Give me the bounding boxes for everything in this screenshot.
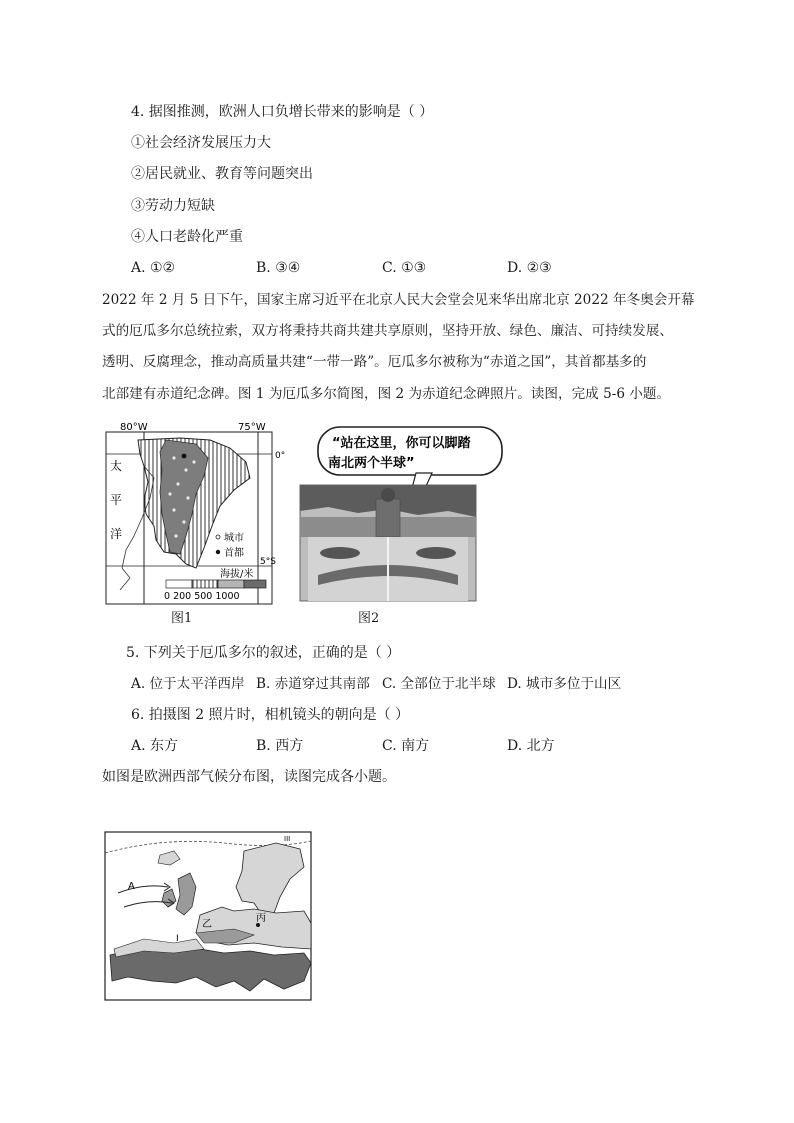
q5-option-c: C. 全部位于北半球	[382, 676, 496, 692]
monument-tower	[376, 499, 400, 537]
legend-band-200	[192, 580, 218, 588]
ocean-char-2: 平	[110, 493, 123, 507]
q5-stem: 5. 下列关于厄瓜多尔的叙述，正确的是（ ）	[126, 645, 401, 661]
legend-title: 海拔/米	[220, 569, 254, 580]
legend-capital-icon	[216, 550, 220, 554]
q6-option-d: D. 北方	[507, 738, 555, 754]
photo-flowerbed-left	[320, 547, 360, 559]
q6-option-b: B. 西方	[256, 738, 304, 754]
legend-band-500	[218, 580, 244, 588]
q5-option-a: A. 位于太平洋西岸	[131, 676, 245, 692]
q4-stem: 4. 据图推测，欧洲人口负增长带来的影响是（ ）	[131, 104, 434, 120]
passage-line-3: 透明、反腐理念，推动高质量共建“一带一路”。厄瓜多尔被称为“赤道之国”，其首都基多的	[102, 354, 647, 370]
q5-option-b: B. 赤道穿过其南部	[256, 676, 370, 692]
capital-dot	[182, 454, 187, 459]
q4-option-b: B. ③④	[256, 260, 301, 276]
passage-line-1: 2022 年 2 月 5 日下午，国家主席习近平在北京人民大会堂会见来华出席北京 2022 年冬奥会开幕	[102, 292, 695, 308]
lat-label-top: 0°	[275, 451, 286, 461]
passage-line-4: 北部建有赤道纪念碑。图 1 为厄瓜多尔简图，图 2 为赤道纪念碑照片。读图，完成 5-6 小题。	[102, 386, 671, 402]
intro-text: 如图是欧洲西部气候分布图，读图完成各小题。	[102, 769, 396, 785]
photo-flowerbed-right	[416, 547, 456, 559]
lat-label-bottom: 5°S	[260, 557, 276, 567]
q5-option-d: D. 城市多位于山区	[507, 676, 622, 692]
label-iii: III	[284, 835, 291, 843]
q6-option-a: A. 东方	[131, 738, 179, 754]
q4-option-a: A. ①②	[131, 260, 176, 276]
europe-climate-map	[104, 831, 314, 1003]
q6-option-c: C. 南方	[382, 738, 430, 754]
legend-band-0	[166, 580, 192, 588]
label-bing: 丙	[256, 913, 266, 924]
legend-capital: 首都	[224, 548, 244, 559]
monument-photo	[298, 425, 504, 605]
label-yi: 乙	[202, 919, 212, 930]
legend-band-1000	[244, 580, 266, 588]
ocean-char-3: 洋	[110, 527, 123, 541]
fig2-caption: 图2	[358, 611, 380, 626]
lon-label-right: 75°W	[238, 422, 266, 433]
ocean-char-1: 太	[110, 459, 123, 473]
speech-line-1: “站在这里，你可以脚踏	[332, 436, 471, 451]
q4-item-4: ④人口老龄化严重	[131, 229, 243, 245]
ecuador-map	[100, 418, 286, 608]
legend-city-icon	[216, 535, 220, 539]
speech-line-2: 南北两个半球”	[328, 456, 415, 471]
q4-item-1: ①社会经济发展压力大	[131, 135, 271, 151]
lon-label-left: 80°W	[120, 422, 148, 433]
fig1-caption: 图1	[171, 611, 193, 626]
legend-city: 城市	[224, 533, 244, 544]
q4-item-3: ③劳动力短缺	[131, 198, 215, 214]
q4-option-d: D. ②③	[507, 260, 552, 276]
q6-stem: 6. 拍摄图 2 照片时，相机镜头的朝向是（ ）	[131, 707, 410, 723]
label-a: A	[128, 881, 135, 892]
legend-ticks: 0 200 500 1000	[164, 591, 240, 602]
q4-option-c: C. ①③	[382, 260, 427, 276]
monument-globe	[381, 488, 395, 502]
q4-item-2: ②居民就业、教育等问题突出	[131, 166, 313, 182]
label-i: I	[176, 934, 179, 944]
passage-line-2: 式的厄瓜多尔总统拉索，双方将秉持共商共建共享原则，坚持开放、绿色、廉洁、可持续发展、	[102, 323, 673, 339]
